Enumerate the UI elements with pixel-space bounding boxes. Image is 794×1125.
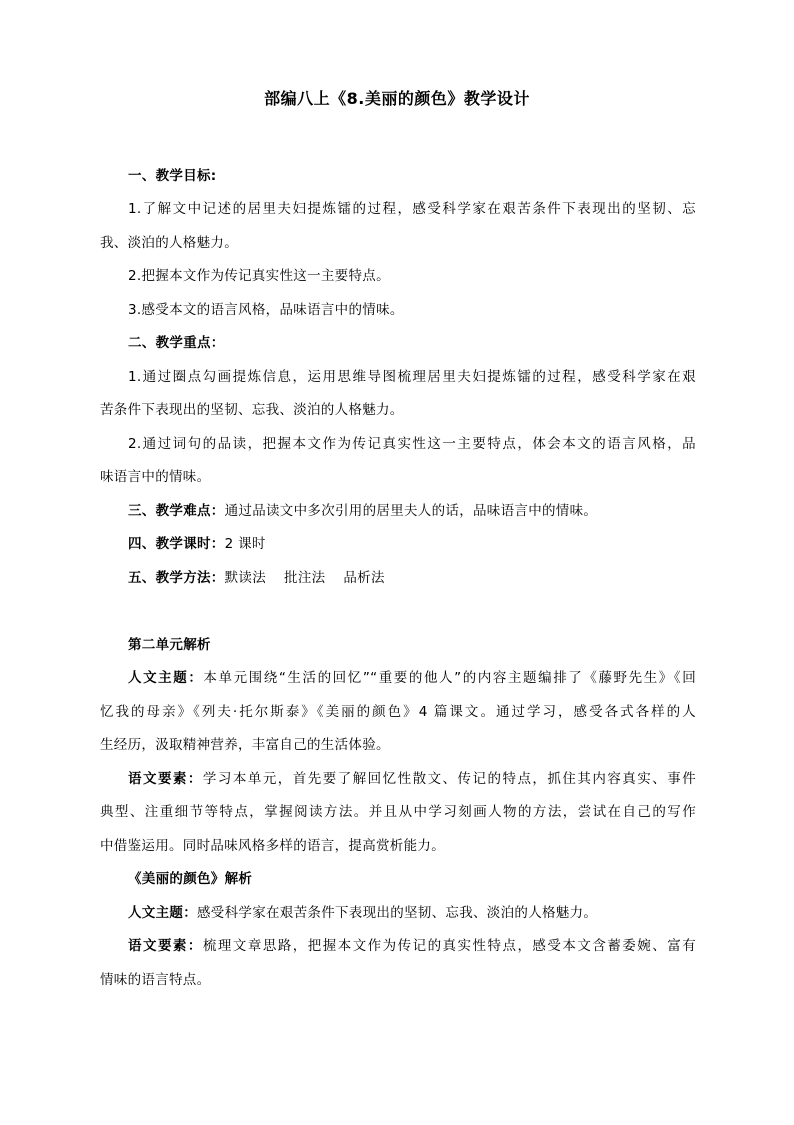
objectives-item1-line2: 我、淡泊的人格魅力。 xyxy=(100,235,238,251)
lesson-analysis-heading: 《美丽的颜色》解析 xyxy=(128,871,253,887)
class-hours-text: 2 课时 xyxy=(224,536,266,552)
unit-analysis-heading: 第二单元解析 xyxy=(128,637,211,653)
section-heading-methods: 五、教学方法： xyxy=(128,570,225,586)
section-heading-key-points: 二、教学重点： xyxy=(128,335,225,351)
document-title: 部编八上《8.美丽的颜色》教学设计 xyxy=(264,89,530,108)
key-points-item1-line2: 苦条件下表现出的坚韧、忘我、淡泊的人格魅力。 xyxy=(100,402,404,418)
unit-language-text1: 学习本单元，首先要了解回忆性散文、传记的特点，抓住其内容真实、事件 xyxy=(202,771,697,787)
methods-line xyxy=(128,568,728,588)
lesson-language-label: 语文要素： xyxy=(128,938,203,954)
lesson-humanities-text: 感受科学家在艰苦条件下表现出的坚韧、忘我、淡泊的人格魅力。 xyxy=(197,905,598,921)
objectives-item2: 2.把握本文作为传记真实性这一主要特点。 xyxy=(128,268,390,284)
class-hours-line xyxy=(128,534,728,554)
unit-language-line1 xyxy=(128,769,696,789)
unit-humanities-line3: 生经历，汲取精神营养，丰富自己的生活体验。 xyxy=(100,737,390,753)
section-heading-difficulty: 三、教学难点： xyxy=(128,503,225,519)
objectives-item3: 3.感受本文的语言风格，品味语言中的情味。 xyxy=(128,302,404,318)
unit-humanities-line2: 忆我的母亲》《列夫·托尔斯泰》《美丽的颜色》4 篇课文。通过学习，感受各式各样的人 xyxy=(100,704,696,720)
key-points-item1-line1: 1.通过圈点勾画提炼信息，运用思维导图梳理居里夫妇提炼镭的过程，感受科学家在艰 xyxy=(128,369,696,385)
lesson-humanities-label: 人文主题： xyxy=(128,905,197,921)
unit-humanities-text1: 本单元围绕“生活的回忆”“重要的他人”的内容主题编排了《藤野先生》《回 xyxy=(203,670,696,686)
lesson-language-line1 xyxy=(128,936,696,956)
lesson-language-line2: 情味的语言特点。 xyxy=(100,972,211,988)
method-analysis: 品析法 xyxy=(343,570,385,586)
difficulty-line xyxy=(128,501,728,521)
unit-language-label: 语文要素： xyxy=(128,771,203,787)
unit-humanities-line1 xyxy=(128,668,696,688)
difficulty-text: 通过品读文中多次引用的居里夫人的话，品味语言中的情味。 xyxy=(224,503,598,519)
unit-humanities-label: 人文主题： xyxy=(128,670,204,686)
method-silent-reading: 默读法 xyxy=(224,570,267,586)
unit-language-line3: 中借鉴运用。同时品味风格多样的语言，提高赏析能力。 xyxy=(100,838,445,854)
lesson-humanities-line xyxy=(128,903,728,923)
lesson-language-text1: 梳理文章思路，把握本文作为传记的真实性特点，感受本文含蓄委婉、富有 xyxy=(202,938,697,954)
unit-language-line2: 典型、注重细节等特点，掌握阅读方法。并且从中学习刻画人物的方法，尝试在自己的写作 xyxy=(100,804,696,820)
section-heading-class-hours: 四、教学课时： xyxy=(128,536,225,552)
key-points-item2-line1: 2.通过词句的品读，把握本文作为传记真实性这一主要特点，体会本文的语言风格，品 xyxy=(128,436,696,452)
key-points-item2-line2: 味语言中的情味。 xyxy=(100,469,211,485)
objectives-item1-line1: 1.了解文中记述的居里夫妇提炼镭的过程，感受科学家在艰苦条件下表现出的坚韧、忘 xyxy=(128,201,696,217)
method-annotation: 批注法 xyxy=(284,570,326,586)
section-heading-objectives: 一、教学目标: xyxy=(128,168,217,184)
